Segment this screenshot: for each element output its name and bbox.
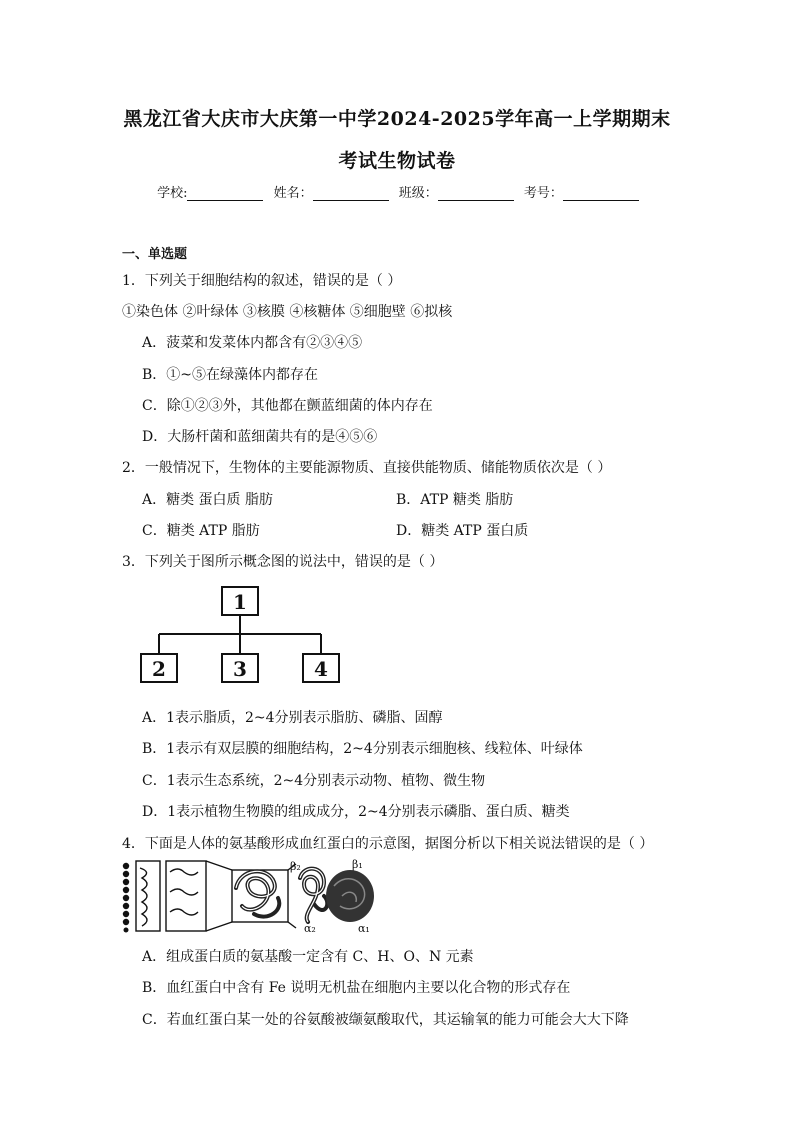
q4-option-c: C．若血红蛋白某一处的谷氨酸被缬氨酸取代，其运输氧的能力可能会大大下降 (142, 1012, 629, 1028)
exam-title-line2: 考试生物试卷 (338, 150, 456, 172)
school-blank[interactable] (187, 186, 263, 201)
concept-label-1: 1 (233, 590, 247, 614)
concept-label-4: 4 (314, 657, 328, 681)
number-blank[interactable] (563, 186, 639, 201)
q1-option-c: C．除①②③外，其他都在颤蓝细菌的体内存在 (142, 398, 433, 414)
q4-option-b: B．血红蛋白中含有 Fe 说明无机盐在细胞内主要以化合物的形式存在 (142, 980, 571, 996)
number-label: 考号： (523, 186, 563, 201)
q4-option-a: A．组成蛋白质的氨基酸一定含有 C、H、O、N 元素 (142, 949, 474, 965)
hemoglobin-diagram (118, 858, 384, 934)
q2-stem: 2．一般情况下，生物体的主要能源物质、直接供能物质、储能物质依次是（ ） (122, 460, 612, 476)
q3-option-b: B．1表示有双层膜的细胞结构，2~4分别表示细胞核、线粒体、叶绿体 (142, 741, 583, 757)
q1-option-d: D．大肠杆菌和蓝细菌共有的是④⑤⑥ (142, 429, 378, 445)
label-alpha1: α₁ (358, 922, 370, 934)
q3-option-d: D．1表示植物生物膜的组成成分，2~4分别表示磷脂、蛋白质、糖类 (142, 804, 570, 820)
label-beta2: β₂ (290, 860, 301, 873)
q3-stem: 3．下列关于图所示概念图的说法中，错误的是（ ） (122, 554, 444, 570)
label-beta1: β₁ (352, 858, 363, 871)
section-title: 一、单选题 (122, 247, 188, 262)
q1-stem: 1．下列关于细胞结构的叙述，错误的是（ ） (122, 273, 402, 289)
q2-option-b: B．ATP 糖类 脂肪 (396, 492, 514, 508)
class-label: 班级： (398, 186, 438, 201)
q3-option-a: A．1表示脂质，2~4分别表示脂肪、磷脂、固醇 (142, 710, 443, 726)
q2-option-a: A．糖类 蛋白质 脂肪 (142, 492, 274, 508)
q1-option-b: B．①~⑤在绿藻体内都存在 (142, 367, 319, 383)
q1-option-a: A．菠菜和发菜体内都含有②③④⑤ (142, 335, 363, 351)
q3-option-c: C．1表示生态系统，2~4分别表示动物、植物、微生物 (142, 773, 486, 789)
concept-diagram (138, 584, 344, 686)
name-label: 姓名： (273, 186, 313, 201)
q4-stem: 4．下面是人体的氨基酸形成血红蛋白的示意图，据图分析以下相关说法错误的是（ ） (122, 836, 654, 852)
concept-label-3: 3 (233, 657, 247, 681)
q2-option-d: D．糖类 ATP 蛋白质 (396, 523, 529, 539)
name-blank[interactable] (313, 186, 389, 201)
label-alpha2: α₂ (304, 922, 316, 934)
q2-option-c: C．糖类 ATP 脂肪 (142, 523, 260, 539)
student-info-row (0, 182, 794, 201)
exam-title-line1: 黑龙江省大庆市大庆第一中学2024-2025学年高一上学期期末 (123, 108, 671, 130)
q1-items: ①染色体 ②叶绿体 ③核膜 ④核糖体 ⑤细胞壁 ⑥拟核 (122, 304, 453, 320)
school-label: 学校: (157, 186, 188, 201)
concept-label-2: 2 (152, 657, 166, 681)
class-blank[interactable] (438, 186, 514, 201)
